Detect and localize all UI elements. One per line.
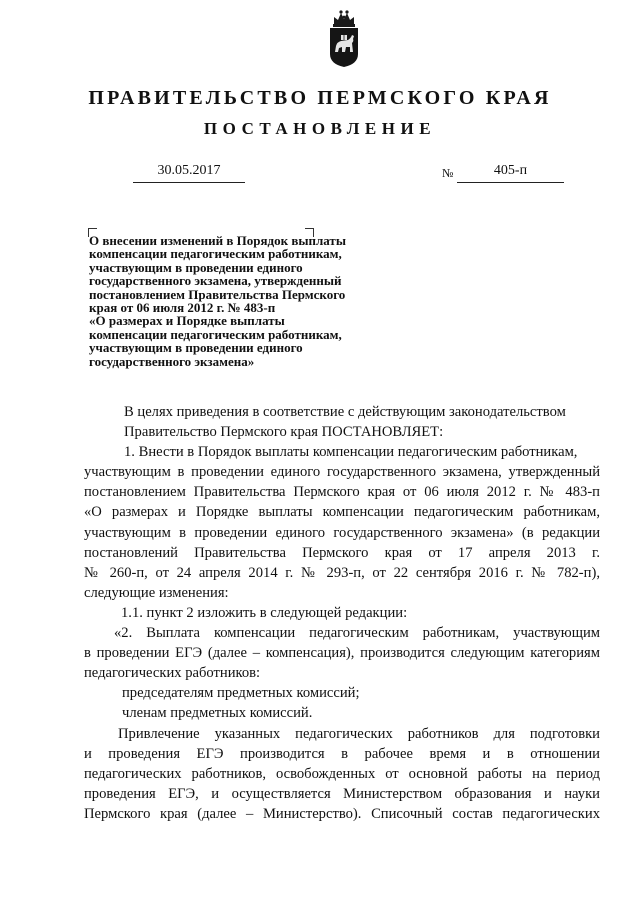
- body-line: участвующим в проведении единого государственного экзамена, утвержденный: [84, 464, 600, 481]
- body-line: участвующим в проведении единого государственного экзамена» (в редакции: [84, 524, 600, 541]
- body-line: и проведения ЕГЭ производится в рабочее время и в отношении: [84, 745, 600, 762]
- document-type: ПОСТАНОВЛЕНИЕ: [203, 119, 437, 138]
- subject-line: государственного экзамена, утвержденный: [89, 273, 342, 289]
- subject-line: участвующим в проведении единого: [89, 259, 303, 275]
- subject-line: компенсации педагогическим работникам,: [89, 246, 342, 262]
- body-line: педагогических работников, освобожденных от основной работы на период: [84, 765, 600, 782]
- body-line: членам предметных комиссий.: [122, 705, 313, 722]
- body-line: Правительство Пермского края ПОСТАНОВЛЯЕТ:: [124, 424, 444, 441]
- subject-line: края от 06 июля 2012 г. № 483-п: [89, 300, 276, 316]
- subject-line: постановлением Правительства Пермского: [89, 286, 346, 302]
- body-line: 1.1. пункт 2 изложить в следующей редакции:: [121, 604, 408, 621]
- government-title: ПРАВИТЕЛЬСТВО ПЕРМСКОГО КРАЯ: [88, 87, 552, 109]
- document-subject: [89, 234, 389, 368]
- body-line: В целях приведения в соответствие с действующим законодательством: [124, 404, 566, 420]
- body-line: председателям предметных комиссий;: [122, 685, 360, 702]
- document-number: 405-п: [457, 162, 564, 183]
- body-line: Привлечение указанных педагогических работников для подготовки: [118, 725, 600, 742]
- body-line: в проведении ЕГЭ (далее – компенсация), производится следующим категориям: [84, 645, 600, 662]
- body-line: постановлением Правительства Пермского края от 06 июля 2012 г. № 483-п: [84, 484, 600, 501]
- number-sign: №: [442, 166, 454, 180]
- subject-line: «О размерах и Порядке выплаты: [89, 313, 285, 329]
- body-line: следующие изменения:: [84, 584, 229, 601]
- body-line: педагогических работников:: [84, 665, 261, 682]
- body-line: № 260-п, от 24 апреля 2014 г. № 293-п, от 22 сентября 2016 г. № 782-п),: [84, 564, 600, 581]
- body-line: «2. Выплата компенсации педагогическим работникам, участвующим: [114, 625, 600, 642]
- subject-line: государственного экзамена»: [89, 353, 255, 369]
- body-line: проведения ЕГЭ, и осуществляется Министерством образования и науки: [84, 785, 600, 802]
- body-line: Пермского края (далее – Министерство). Списочный состав педагогических: [84, 805, 600, 822]
- document-date: 30.05.2017: [133, 162, 245, 183]
- coat-of-arms-icon: [326, 8, 362, 68]
- body-line: постановлений Правительства Пермского края от 17 апреля 2013 г.: [84, 544, 600, 561]
- subject-line: О внесении изменений в Порядок выплаты: [89, 233, 346, 248]
- subject-line: участвующим в проведении единого: [89, 340, 303, 356]
- document-body: [84, 402, 600, 824]
- subject-line: компенсации педагогическим работникам,: [89, 326, 342, 342]
- body-line: «О размерах и Порядке выплаты компенсации педагогическим работникам,: [84, 504, 600, 521]
- body-line: 1. Внести в Порядок выплаты компенсации педагогическим работникам,: [124, 444, 578, 461]
